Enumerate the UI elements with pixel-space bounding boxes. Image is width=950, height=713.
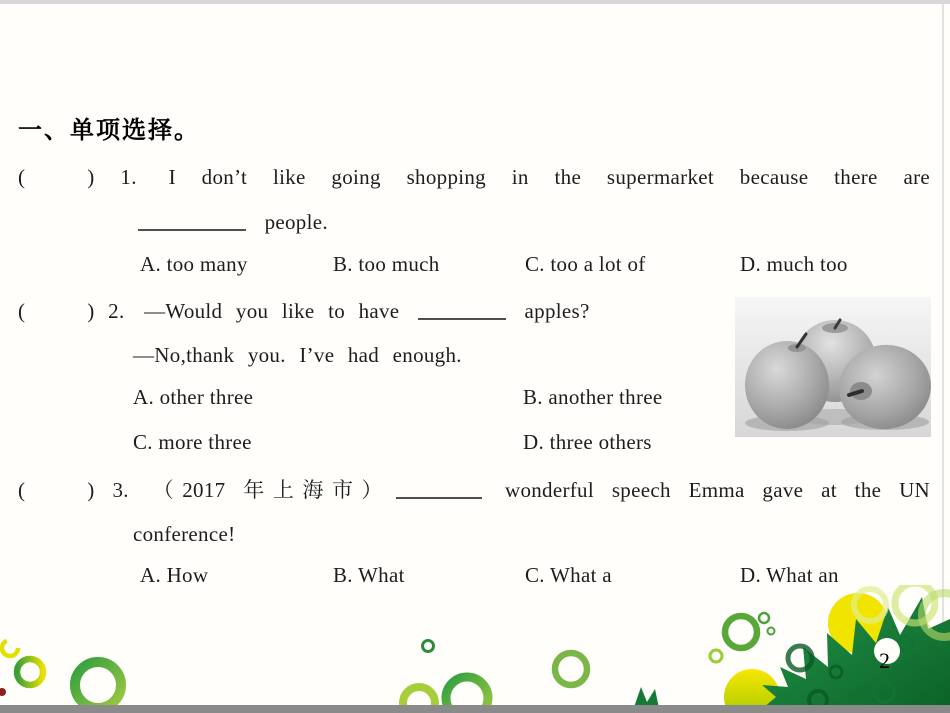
q1-line1 [18, 162, 930, 192]
q3-number: 3. [112, 478, 129, 502]
q3-option-c: C. What a [525, 563, 612, 587]
q1-option-b: B. too much [333, 252, 440, 276]
q2-dialogue-2: —No,thank you. I’ve had enough. [133, 343, 462, 367]
q1-line2 [133, 207, 328, 237]
q3-option-b: B. What [333, 563, 405, 587]
q1-paren-open: ( [18, 165, 26, 189]
q2-option-c: C. more three [133, 430, 252, 454]
q2-paren-open: ( [18, 299, 26, 323]
q1-after-blank: people. [264, 210, 328, 234]
q2-blank [418, 302, 506, 320]
q1-option-a: A. too many [140, 252, 248, 276]
bottom-decoration [0, 585, 950, 713]
q2-after-blank: apples? [524, 299, 590, 323]
top-strip [0, 0, 950, 4]
q2-number: 2. [108, 299, 125, 323]
q3-paren-close: ) [87, 478, 95, 502]
q1-number: 1. [120, 165, 137, 189]
q1-options [0, 252, 950, 282]
section-heading: 一、单项选择。 [18, 117, 200, 144]
q3-line1 [18, 475, 930, 505]
q3-option-d: D. What an [740, 563, 839, 587]
q2-paren-close: ) [87, 299, 95, 323]
q1-option-c: C. too a lot of [525, 252, 646, 276]
q3-source-tag: （2017 年上海市） [152, 478, 392, 502]
footer-bar [0, 705, 950, 713]
q3-stem-text: wonderful speech Emma gave at the UN [504, 478, 930, 502]
apples-photo [735, 297, 931, 437]
q1-blank [138, 213, 246, 231]
q1-paren-close: ) [87, 165, 95, 189]
q3-paren-open: ( [18, 478, 26, 502]
q3-blank [396, 481, 482, 499]
q1-stem-text: I don’t like going shopping in the supermarket because there are [168, 165, 930, 189]
q1-option-d: D. much too [740, 252, 848, 276]
apples-illustration [735, 297, 931, 437]
q2-dialogue-1: —Would you like to have [144, 299, 400, 323]
q2-option-a: A. other three [133, 385, 254, 409]
q3-line2 [133, 519, 235, 549]
q2-option-b: B. another three [523, 385, 663, 409]
q2-option-d: D. three others [523, 430, 652, 454]
q3-option-a: A. How [140, 563, 209, 587]
page-number: 2 [879, 648, 890, 673]
q2-line2 [133, 340, 462, 370]
q3-stem-text-2: conference! [133, 522, 236, 546]
